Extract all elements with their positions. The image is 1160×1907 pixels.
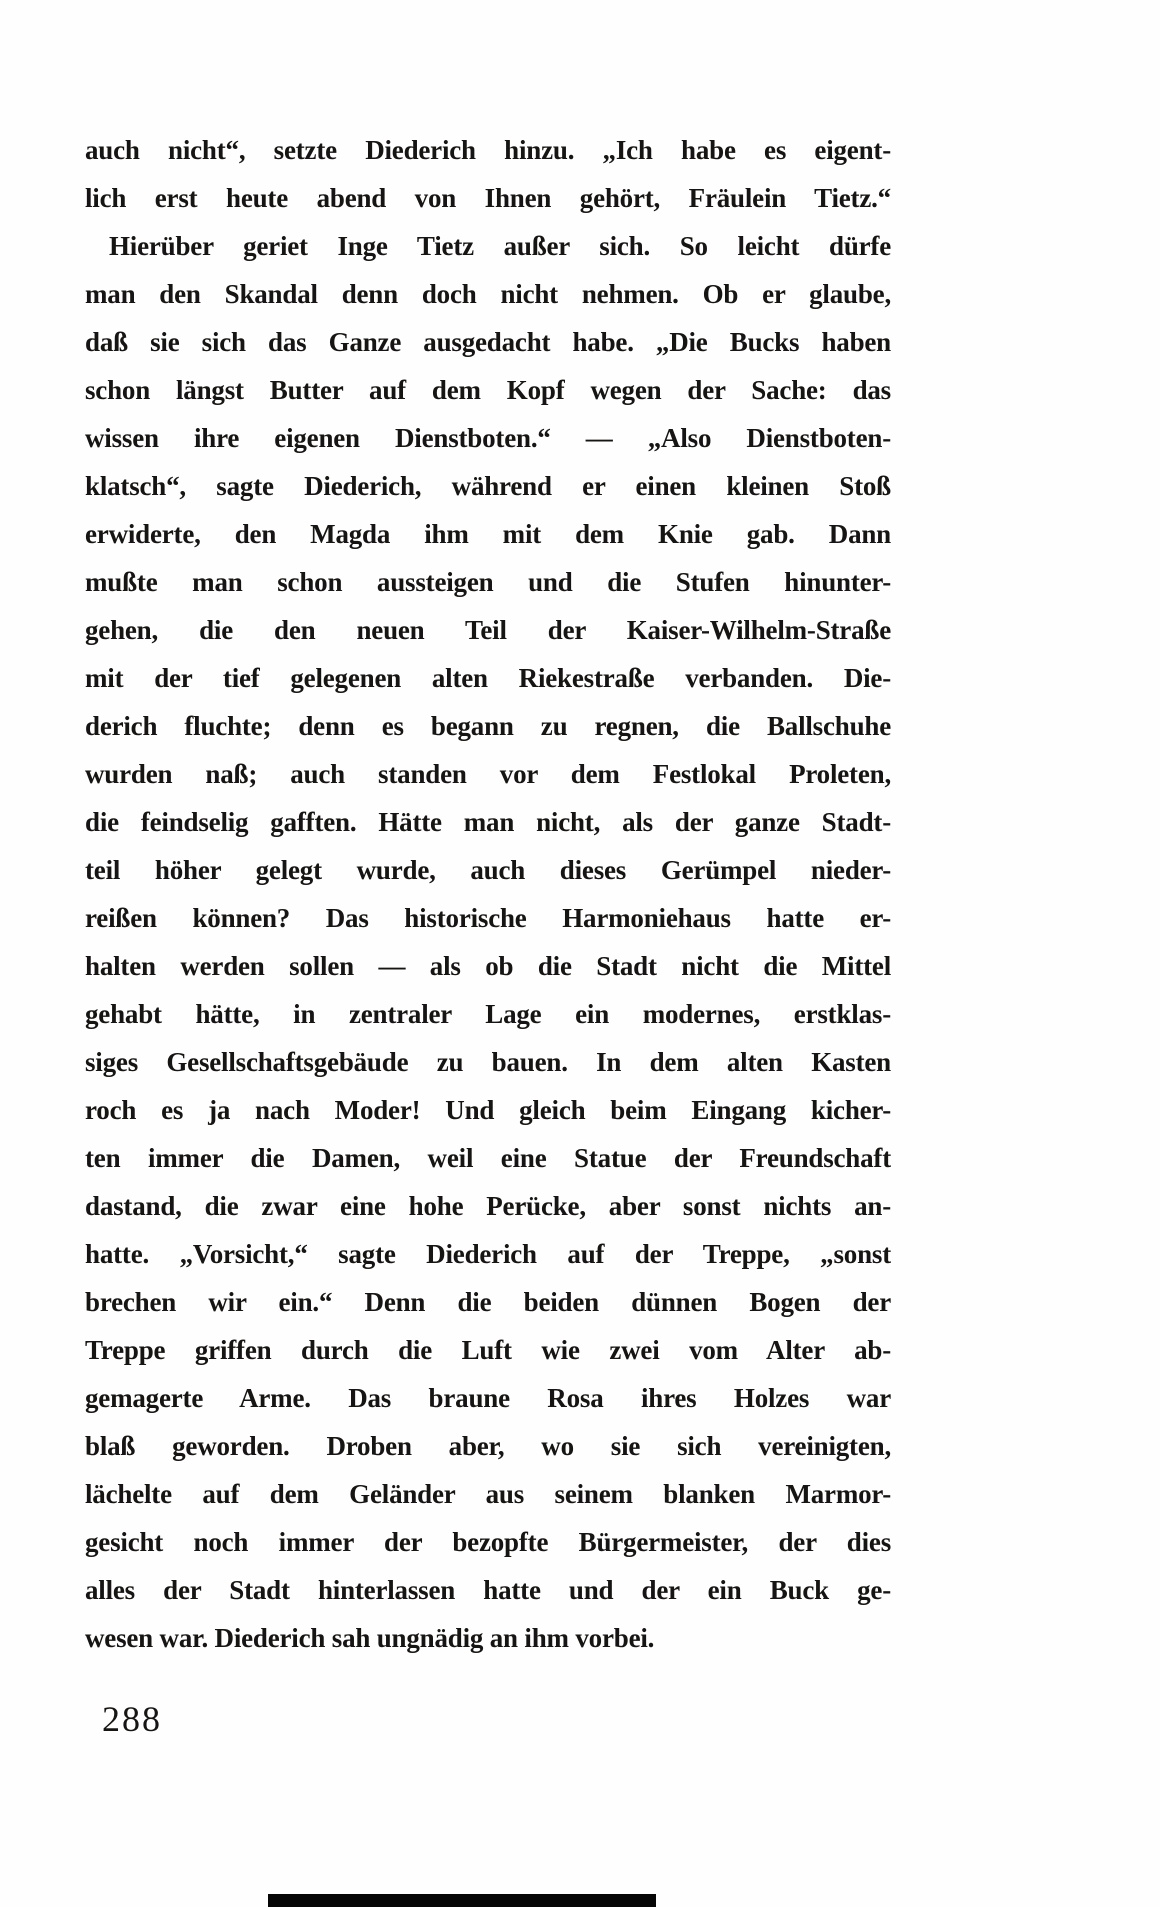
text-line: man den Skandal denn doch nicht nehmen. Ob er glaube, [85,279,891,309]
text-line: auch nicht“, setzte Diederich hinzu. „Ich habe es eigent- [85,135,891,165]
text-line: mit der tief gelegenen alten Riekestraße verbanden. Die- [85,663,891,693]
text-line: derich fluchte; denn es begann zu regnen, die Ballschuhe [85,711,891,741]
text-line: gehabt hätte, in zentraler Lage ein modernes, erstklas- [85,999,891,1029]
text-line: mußte man schon aussteigen und die Stufen hinunter- [85,567,891,597]
text-line: klatsch“, sagte Diederich, während er einen kleinen Stoß [85,471,891,501]
text-line: reißen können? Das historische Harmoniehaus hatte er- [85,903,891,933]
text-line: gesicht noch immer der bezopfte Bürgermeister, der dies [85,1527,891,1557]
text-line: siges Gesellschaftsgebäude zu bauen. In dem alten Kasten [85,1047,891,1077]
text-line: teil höher gelegt wurde, auch dieses Gerümpel nieder- [85,855,891,885]
text-line: lächelte auf dem Geländer aus seinem blanken Marmor- [85,1479,891,1509]
text-line: halten werden sollen — als ob die Stadt nicht die Mittel [85,951,891,981]
text-line: alles der Stadt hinterlassen hatte und der ein Buck ge- [85,1575,891,1605]
text-line: blaß geworden. Droben aber, wo sie sich vereinigten, [85,1431,891,1461]
body-text [85,126,891,1662]
text-line: wurden naß; auch standen vor dem Festlokal Proleten, [85,759,891,789]
text-line: erwiderte, den Magda ihm mit dem Knie gab. Dann [85,519,891,549]
text-line: wissen ihre eigenen Dienstboten.“ — „Also Dienstboten- [85,423,891,453]
scan-artifact-bar [268,1894,656,1907]
page-number: 288 [102,1699,162,1739]
text-line: gehen, die den neuen Teil der Kaiser-Wilhelm-Straße [85,615,891,645]
text-line: schon längst Butter auf dem Kopf wegen der Sache: das [85,375,891,405]
text-line: die feindselig gafften. Hätte man nicht, als der ganze Stadt- [85,807,891,837]
text-line: wesen war. Diederich sah ungnädig an ihm vorbei. [85,1623,655,1653]
text-line: ten immer die Damen, weil eine Statue der Freundschaft [85,1143,891,1173]
text-line: lich erst heute abend von Ihnen gehört, Fräulein Tietz.“ [85,183,891,213]
text-line: hatte. „Vorsicht,“ sagte Diederich auf der Treppe, „sonst [85,1239,891,1269]
text-line: Hierüber geriet Inge Tietz außer sich. So leicht dürfe [109,231,891,261]
text-line: roch es ja nach Moder! Und gleich beim Eingang kicher- [85,1095,891,1125]
text-line: dastand, die zwar eine hohe Perücke, aber sonst nichts an- [85,1191,891,1221]
text-line: gemagerte Arme. Das braune Rosa ihres Holzes war [85,1383,891,1413]
text-line: daß sie sich das Ganze ausgedacht habe. „Die Bucks haben [85,327,891,357]
text-line: brechen wir ein.“ Denn die beiden dünnen Bogen der [85,1287,891,1317]
text-line: Treppe griffen durch die Luft wie zwei vom Alter ab- [85,1335,891,1365]
